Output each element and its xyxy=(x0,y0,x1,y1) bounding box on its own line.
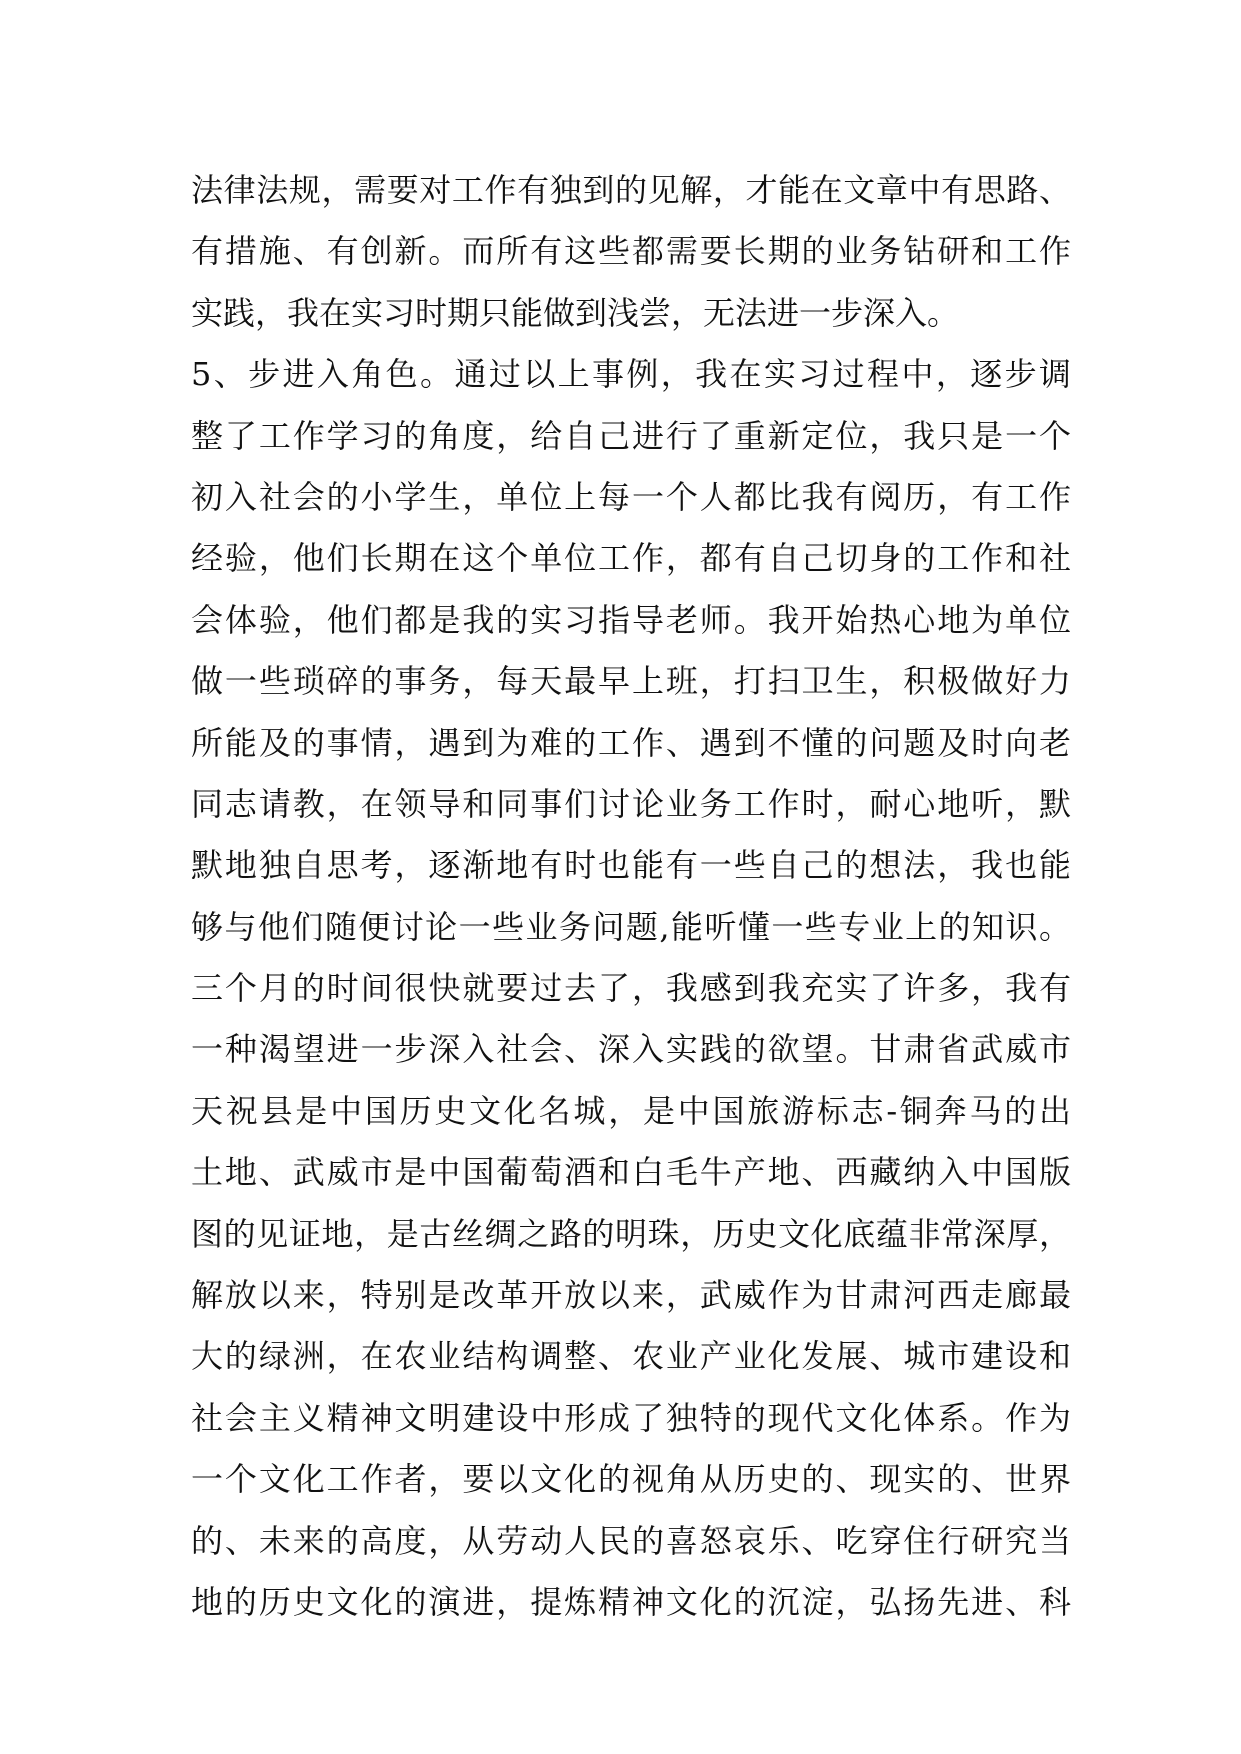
text-line: 地的历史文化的演进，提炼精神文化的沉淀，弘扬先进、科 xyxy=(191,1582,1071,1621)
text-line: 会体验，他们都是我的实习指导老师。我开始热心地为单位 xyxy=(191,600,1071,639)
text-line: 一个文化工作者，要以文化的视角从历史的、现实的、世界 xyxy=(191,1460,1071,1499)
text-line: 实践，我在实习时期只能做到浅尝，无法进一步深入。 xyxy=(191,293,960,332)
text-line: 做一些琐碎的事务，每天最早上班，打扫卫生，积极做好力 xyxy=(191,662,1071,701)
text-line: 土地、武威市是中国葡萄酒和白毛牛产地、西藏纳入中国版 xyxy=(191,1153,1071,1192)
text-line: 所能及的事情，遇到为难的工作、遇到不懂的问题及时向老 xyxy=(191,723,1071,762)
text-line: 图的见证地，是古丝绸之路的明珠，历史文化底蕴非常深厚， xyxy=(191,1214,1071,1253)
text-line: 同志请教，在领导和同事们讨论业务工作时，耐心地听，默 xyxy=(191,784,1071,823)
text-line: 社会主义精神文明建设中形成了独特的现代文化体系。作为 xyxy=(191,1398,1071,1437)
text-line: 天祝县是中国历史文化名城，是中国旅游标志-铜奔马的出 xyxy=(191,1091,1071,1130)
text-line: 初入社会的小学生，单位上每一个人都比我有阅历，有工作 xyxy=(191,477,1071,516)
body-text xyxy=(191,160,1071,1633)
text-line: 经验，他们长期在这个单位工作，都有自己切身的工作和社 xyxy=(191,539,1071,578)
text-line: 大的绿洲，在农业结构调整、农业产业化发展、城市建设和 xyxy=(191,1337,1071,1376)
text-line: 法律法规，需要对工作有独到的见解，才能在文章中有思路、 xyxy=(191,171,1071,209)
text-line: 解放以来，特别是改革开放以来，武威作为甘肃河西走廊最 xyxy=(191,1276,1071,1315)
text-line: 的、未来的高度，从劳动人民的喜怒哀乐、吃穿住行研究当 xyxy=(191,1521,1071,1560)
text-line: 三个月的时间很快就要过去了，我感到我充实了许多，我有 xyxy=(191,969,1071,1008)
text-line: 5、步进入角色。通过以上事例，我在实习过程中，逐步调 xyxy=(191,355,1071,394)
text-line: 有措施、有创新。而所有这些都需要长期的业务钻研和工作 xyxy=(191,232,1071,271)
text-line: 整了工作学习的角度，给自己进行了重新定位，我只是一个 xyxy=(191,416,1071,455)
text-line: 一种渴望进一步深入社会、深入实践的欲望。甘肃省武威市 xyxy=(191,1030,1071,1069)
text-line: 够与他们随便讨论一些业务问题,能听懂一些专业上的知识。 xyxy=(191,907,1071,946)
text-line: 默地独自思考，逐渐地有时也能有一些自己的想法，我也能 xyxy=(191,846,1071,885)
